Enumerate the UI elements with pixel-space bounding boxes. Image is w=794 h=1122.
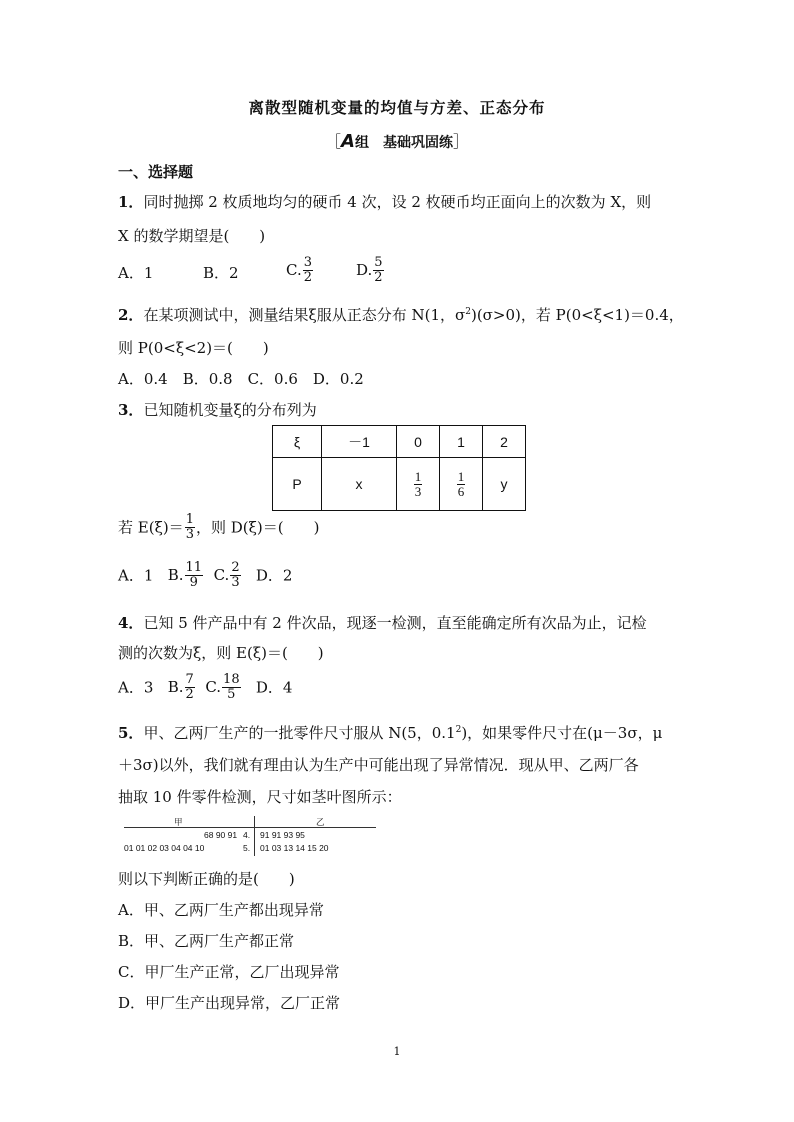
table-cell: x	[322, 458, 397, 511]
q2-text1a: 在某项测试中，测量结果ξ服从正态分布 N(1，σ	[143, 306, 466, 324]
q2-options: A．0.4 B．0.8 C．0.6 D．0.2	[118, 370, 364, 388]
group-heading	[0, 129, 794, 152]
q5-line3: 抽取 10 件零件检测，尺寸如茎叶图所示：	[118, 788, 402, 806]
table-cell: P	[273, 458, 322, 511]
q5-option-d: D．甲厂生产出现异常，乙厂正常	[118, 994, 341, 1012]
q3-option-c-label: C.	[213, 566, 230, 585]
frac-den: 3	[231, 574, 240, 590]
frac-num: 1	[185, 512, 194, 527]
frac-num: 18	[223, 672, 240, 687]
stem-right-heading: 乙	[316, 817, 325, 827]
q3-option-d: D．2	[255, 566, 293, 585]
q2-line2: 则 P(0<ξ<2)＝( )	[118, 339, 269, 357]
q5-line1	[118, 722, 662, 743]
page-number: 1	[393, 1045, 401, 1058]
q1-option-b: B．2	[203, 264, 239, 282]
table-fraction	[414, 470, 423, 498]
frac-den: 9	[189, 574, 198, 590]
stem-left-heading: 甲	[174, 817, 183, 827]
q1-option-c	[286, 256, 314, 284]
q3-text1: 已知随机变量ξ的分布列为	[143, 401, 317, 419]
table-cell	[397, 458, 440, 511]
q3-number: 3．	[118, 401, 144, 419]
q5-number: 5．	[118, 724, 144, 742]
frac-den: 3	[185, 526, 194, 542]
table-cell: 0	[397, 426, 440, 458]
group-label: 组 基础巩固练	[354, 135, 453, 151]
q5-line2: ＋3σ)以外，我们就有理由认为生产中可能出现了异常情况．现从甲、乙两厂各	[118, 756, 639, 774]
stem-leaf-plot	[124, 816, 376, 856]
q4-option-a: A．3	[118, 678, 154, 697]
q5-option-c: C．甲厂生产正常，乙厂出现异常	[118, 963, 340, 981]
frac-num: 7	[185, 672, 194, 687]
q1-option-d-label: D.	[356, 261, 373, 280]
q4-option-b-label: B.	[167, 678, 184, 697]
section-heading: 一、选择题	[118, 163, 194, 181]
document-title: 离散型随机变量的均值与方差、正态分布	[248, 98, 546, 117]
q5-sup: 2	[455, 725, 462, 735]
q2-sup: 2	[465, 307, 471, 317]
q5-option-a: A．甲、乙两厂生产都出现异常	[118, 901, 324, 919]
stem-value-1: 4.	[243, 830, 251, 840]
frac-den: 6	[457, 483, 465, 499]
q3-cond-b: ，则 D(ξ)＝( )	[195, 518, 320, 537]
group-bracket-close: ］	[452, 132, 469, 151]
q3-option-a: A．1	[118, 566, 154, 585]
stem-value-2: 5.	[243, 843, 251, 853]
table-cell: y	[483, 458, 526, 511]
q4-option-c-fraction	[222, 673, 241, 701]
q2-line1	[118, 304, 684, 325]
q4-option-c-label: C.	[205, 678, 222, 697]
table-fraction	[457, 470, 466, 498]
q3-option-c-fraction	[230, 561, 240, 589]
stem-plot-divider-line	[124, 827, 376, 828]
table-cell: 1	[440, 426, 483, 458]
frac-num: 2	[231, 560, 240, 575]
table-row	[273, 426, 526, 458]
q4-option-d: D．4	[255, 678, 293, 697]
q5-option-b: B．甲、乙两厂生产都正常	[118, 932, 295, 950]
q1-option-c-fraction	[303, 256, 313, 284]
q5-question: 则以下判断正确的是( )	[118, 870, 295, 888]
q2-text1b: )(σ>0)，若 P(0<ξ<1)＝0.4，	[470, 306, 684, 324]
q3-option-b-fraction	[185, 561, 204, 589]
q1-option-d	[356, 256, 385, 284]
frac-den: 5	[227, 686, 236, 702]
stem-left-row1: 68 90 91	[204, 830, 238, 840]
q3-option-b-label: B.	[167, 566, 184, 585]
group-letter: A	[341, 131, 355, 152]
q4-number: 4．	[118, 614, 144, 632]
q4-option-b-fraction	[185, 673, 195, 701]
q3-line1	[118, 399, 317, 420]
q1-d-den: 2	[374, 269, 383, 285]
table-cell: ξ	[273, 426, 322, 458]
frac-num: 1	[457, 468, 465, 484]
q1-c-den: 2	[303, 269, 312, 285]
q4-options	[118, 673, 292, 701]
q5-text1a: 甲、乙两厂生产的一批零件尺寸服从 N(5，0.1	[143, 724, 456, 742]
q2-number: 2．	[118, 306, 144, 324]
table-cell	[440, 458, 483, 511]
q4-text1: 已知 5 件产品中有 2 件次品，现逐一检测，直至能确定所有次品为止，记检	[143, 614, 647, 632]
q1-line1	[118, 191, 651, 212]
q1-option-d-fraction	[373, 256, 383, 284]
q1-text1: 同时抛掷 2 枚质地均匀的硬币 4 次，设 2 枚硬币均正面向上的次数为 X，则	[143, 193, 652, 211]
stem-plot-center-line	[254, 816, 255, 856]
q1-d-num: 5	[374, 255, 383, 270]
q1-line2: X 的数学期望是( )	[118, 227, 266, 245]
q4-line1	[118, 612, 647, 633]
q4-line2: 测的次数为ξ，则 E(ξ)＝( )	[118, 644, 324, 662]
frac-num: 11	[185, 560, 203, 575]
q1-c-num: 3	[303, 255, 312, 270]
table-cell: 2	[483, 426, 526, 458]
q3-condition	[118, 513, 319, 541]
q1-option-a: A．1	[118, 264, 154, 282]
q3-cond-fraction	[185, 513, 195, 541]
q1-option-c-label: C.	[286, 261, 302, 280]
table-row	[273, 458, 526, 511]
frac-den: 2	[185, 686, 194, 702]
q3-cond-a: 若 E(ξ)＝	[118, 518, 184, 537]
q5-text1b: )，如果零件尺寸在(μ－3σ，μ	[461, 724, 663, 742]
stem-left-row2: 01 01 02 03 04 04 10	[124, 843, 205, 853]
frac-num: 1	[414, 468, 422, 484]
q1-number: 1．	[118, 193, 144, 211]
q3-options	[118, 561, 292, 589]
distribution-table	[272, 425, 526, 511]
stem-right-row2: 01 03 13 14 15 20	[260, 843, 329, 853]
stem-right-row1: 91 91 93 95	[260, 830, 305, 840]
group-bracket-open: ［	[325, 132, 342, 151]
frac-den: 3	[414, 483, 422, 499]
table-cell: －1	[322, 426, 397, 458]
